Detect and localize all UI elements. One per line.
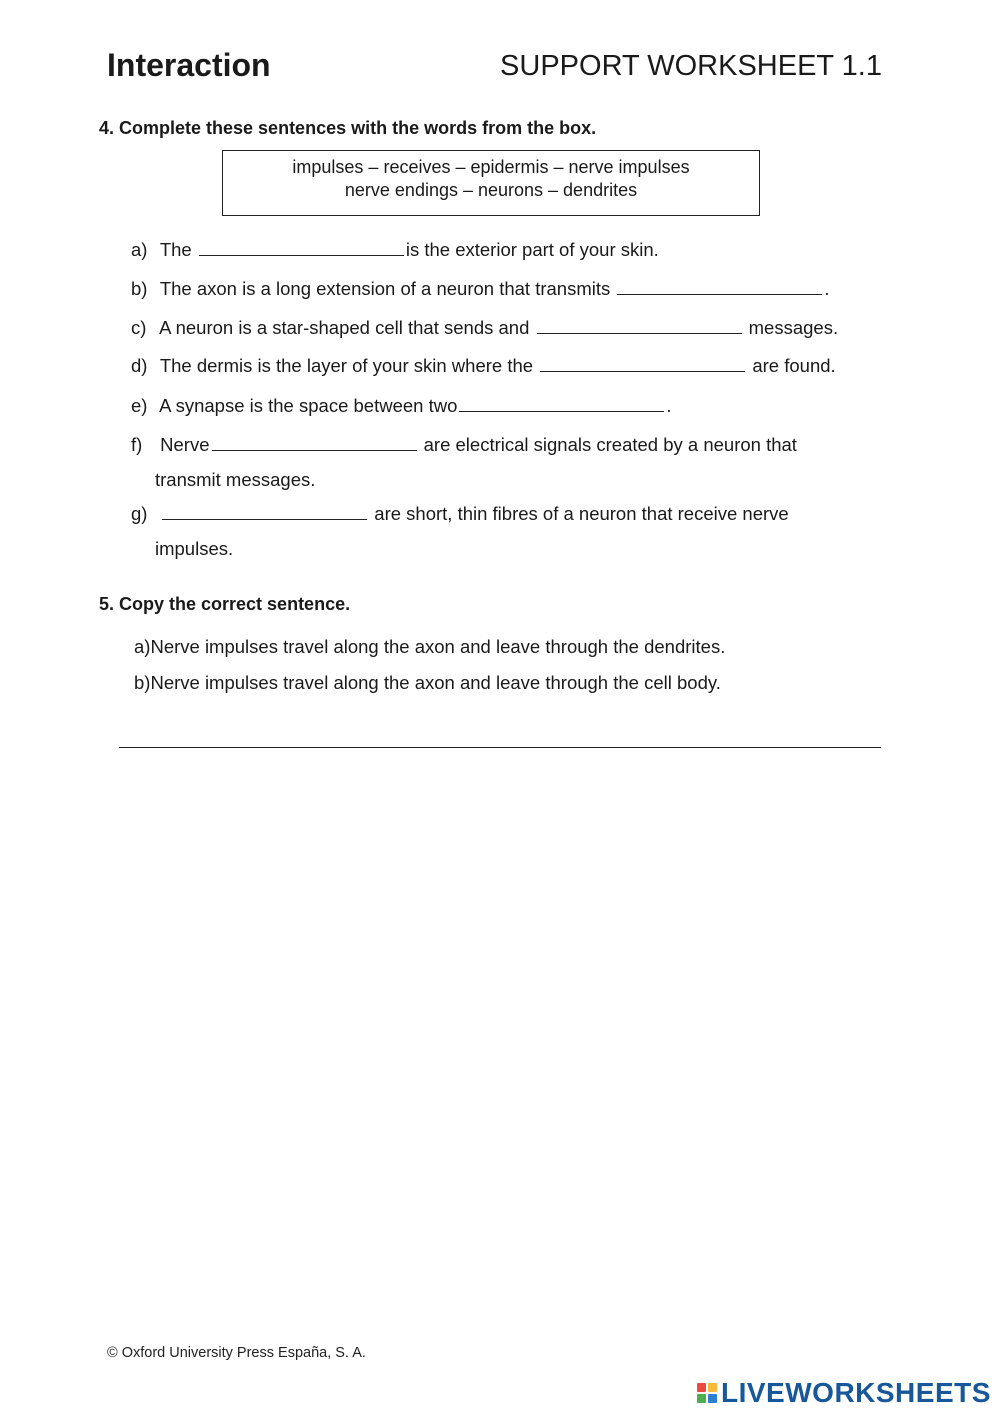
option-a [134, 636, 725, 658]
blank-a[interactable] [199, 239, 404, 256]
blank-g[interactable] [162, 503, 367, 520]
sentence-g-continuation: impulses. [155, 538, 234, 559]
copyright: © Oxford University Press España, S. A. [107, 1345, 366, 1361]
sentence-text: The axon is a long extension of a neuron that transmits [159, 278, 616, 299]
sentence-text: . [666, 395, 672, 416]
sentence-f-continuation: transmit messages. [155, 469, 316, 490]
answer-input[interactable] [119, 717, 885, 745]
sentence-d [131, 355, 836, 377]
option-label: b) [134, 672, 151, 693]
word-box-line: nerve endings – neurons – dendrites [344, 180, 638, 200]
sentence-text: are short, thin fibres of a neuron that receive nerve [369, 503, 789, 524]
item-label: f) [131, 434, 143, 455]
sentence-text: The [159, 239, 197, 260]
sentence-f [131, 434, 797, 456]
sentence-a [131, 239, 659, 261]
blank-c[interactable] [537, 317, 742, 334]
blank-e[interactable] [459, 395, 664, 412]
item-label: c) [131, 317, 147, 338]
sentence-text: is the exterior part of your skin. [405, 239, 659, 260]
sentence-c [131, 317, 838, 339]
word-box-line: impulses – receives – epidermis – nerve impulses [292, 157, 690, 177]
sentence-text: A synapse is the space between two [159, 395, 458, 416]
sentence-e [131, 395, 672, 417]
sentence-text: . [824, 278, 830, 299]
question-5-heading: 5. Copy the correct sentence. [99, 594, 351, 614]
option-label: a) [134, 636, 151, 657]
option-text: Nerve impulses travel along the axon and leave through the cell body. [150, 672, 721, 693]
item-label: d) [131, 355, 148, 376]
answer-line [119, 746, 881, 748]
item-label: b) [131, 278, 148, 299]
sentence-text: A neuron is a star-shaped cell that sends and [159, 317, 535, 338]
word-box [222, 150, 760, 216]
sentence-text: are electrical signals created by a neuron that [418, 434, 797, 455]
item-label: e) [131, 395, 148, 416]
sentence-g [131, 503, 789, 525]
item-label: a) [131, 239, 148, 260]
logo-text: LIVEWORKSHEETS [721, 1377, 991, 1408]
sentence-text: Nerve [160, 434, 210, 455]
option-text: Nerve impulses travel along the axon and leave through the dendrites. [150, 636, 726, 657]
sentence-text: The dermis is the layer of your skin where the [159, 355, 539, 376]
logo-grid-icon [697, 1383, 717, 1403]
question-4-heading: 4. Complete these sentences with the words from the box. [99, 118, 597, 138]
liveworksheets-logo [697, 1378, 991, 1408]
blank-f[interactable] [212, 434, 417, 451]
sentence-text: messages. [743, 317, 839, 338]
item-label: g) [131, 503, 148, 524]
page-title: Interaction [107, 47, 271, 83]
blank-b[interactable] [617, 278, 822, 295]
sentence-b [131, 278, 830, 300]
blank-d[interactable] [540, 355, 745, 372]
worksheet-label: SUPPORT WORKSHEET 1.1 [500, 50, 882, 82]
option-b [134, 672, 721, 694]
sentence-text: are found. [747, 355, 836, 376]
